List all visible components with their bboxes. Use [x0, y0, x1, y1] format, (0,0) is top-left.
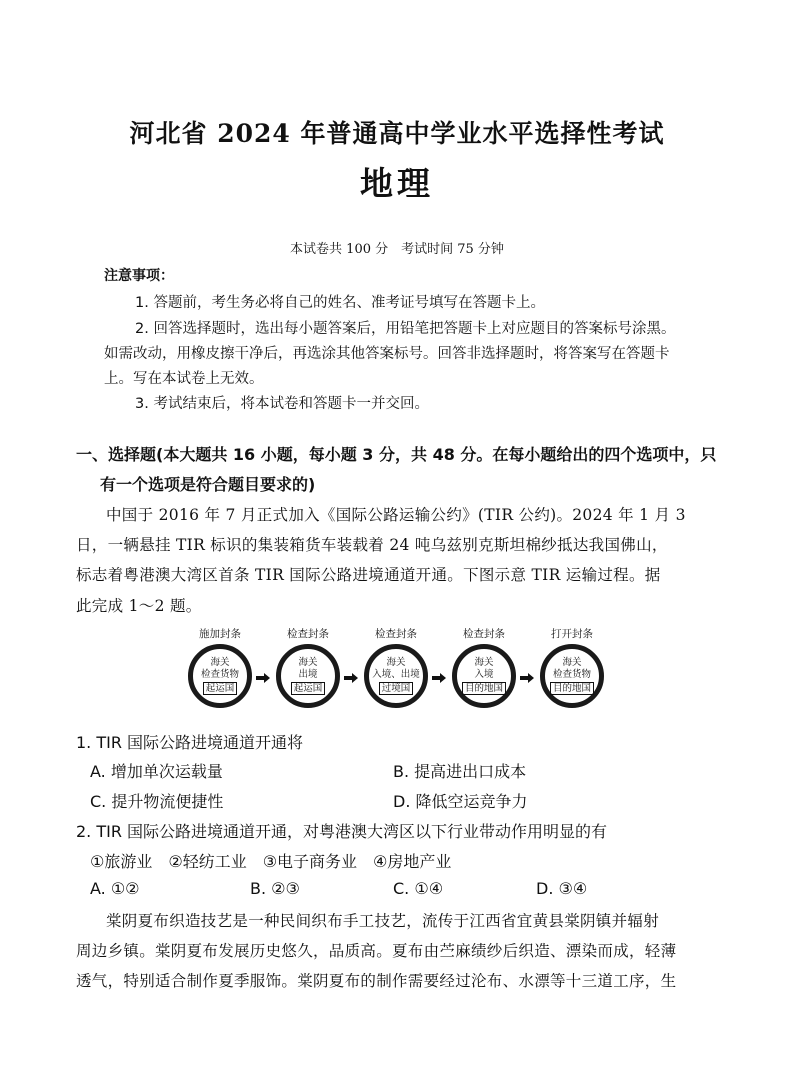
country-box: 起运国 — [203, 682, 238, 695]
passage-line: 中国于 2016 年 7 月正式加入《国际公路运输公约》(TIR 公约)。2024 年 1 月 3 — [106, 506, 686, 524]
customs-circle — [364, 644, 428, 708]
notice-heading: 注意事项： — [104, 268, 174, 284]
passage-line: 透气，特别适合制作夏季服饰。棠阴夏布的制作需要经过沦布、水漂等十三道工序，生 — [76, 972, 677, 990]
section-heading: 一、选择题(本大题共 16 小题，每小题 3 分，共 48 分。在每小题给出的四个选项中，只 — [76, 445, 717, 464]
circle-text: 海关 — [474, 657, 494, 668]
circle-text: 海关 — [210, 657, 230, 668]
circle-text: 海关 — [298, 657, 318, 668]
seal-label: 施加封条 — [199, 628, 241, 640]
passage-line: 周边乡镇。棠阴夏布发展历史悠久，品质高。夏布由苎麻绩纱后织造、漂染而成，轻薄 — [76, 942, 677, 960]
circle-text: 出境 — [298, 669, 318, 680]
notice-line: 1. 答题前，考生务必将自己的姓名、准考证号填写在答题卡上。 — [135, 295, 545, 311]
circle-text: 入境 — [474, 669, 494, 680]
passage-line: 标志着粤港澳大湾区首条 TIR 国际公路进境通道开通。下图示意 TIR 运输过程。据 — [76, 566, 661, 584]
flow-stage — [532, 626, 612, 708]
circle-text: 检查货物 — [552, 669, 591, 680]
flow-stage — [180, 626, 260, 708]
option-d: D. ③④ — [536, 879, 588, 898]
seal-label: 检查封条 — [287, 628, 329, 640]
country-box: 目的地国 — [462, 682, 506, 695]
option-a: A. ①② — [90, 879, 140, 898]
passage-line: 此完成 1～2 题。 — [76, 597, 202, 615]
seal-label: 检查封条 — [463, 628, 505, 640]
customs-circle — [452, 644, 516, 708]
seal-label: 检查封条 — [375, 628, 417, 640]
customs-circle — [276, 644, 340, 708]
country-box: 目的地国 — [550, 682, 594, 695]
flow-stage — [268, 626, 348, 708]
notice-line: 3. 考试结束后，将本试卷和答题卡一并交回。 — [135, 396, 429, 412]
passage-line: 日，一辆悬挂 TIR 标识的集装箱货车装载着 24 吨乌兹别克斯坦棉纱抵达我国佛山， — [76, 536, 668, 554]
question-1-stem: 1. TIR 国际公路进境通道开通将 — [76, 733, 304, 752]
page-title: 河北省 2024 年普通高中学业水平选择性考试 — [129, 119, 665, 148]
country-box: 起运国 — [291, 682, 326, 695]
customs-circle — [540, 644, 604, 708]
section-heading: 有一个选项是符合题目要求的) — [100, 475, 316, 494]
option-b: B. 提高进出口成本 — [393, 762, 527, 781]
option-d: D. 降低空运竞争力 — [393, 792, 528, 811]
notice-line: 2. 回答选择题时，选出每小题答案后，用铅笔把答题卡上对应题目的答案标号涂黑。 — [135, 321, 676, 337]
option-c: C. ①④ — [393, 879, 444, 898]
notice-line: 如需改动，用橡皮擦干净后，再选涂其他答案标号。回答非选择题时，将答案写在答题卡 — [104, 346, 670, 362]
exam-info: 本试卷共 100 分 考试时间 75 分钟 — [290, 242, 504, 257]
country-box: 过境国 — [379, 682, 414, 695]
circle-text: 海关 — [562, 657, 582, 668]
customs-circle — [188, 644, 252, 708]
question-2-items: ①旅游业 ②轻纺工业 ③电子商务业 ④房地产业 — [90, 852, 452, 871]
circle-text: 入境、出境 — [372, 669, 420, 680]
circle-text: 海关 — [386, 657, 406, 668]
option-c: C. 提升物流便捷性 — [90, 792, 224, 811]
flow-stage — [444, 626, 524, 708]
seal-label: 打开封条 — [551, 628, 593, 640]
option-a: A. 增加单次运载量 — [90, 762, 223, 781]
question-2-stem: 2. TIR 国际公路进境通道开通，对粤港澳大湾区以下行业带动作用明显的有 — [76, 822, 608, 841]
option-b: B. ②③ — [250, 879, 300, 898]
flow-stage — [356, 626, 436, 708]
subject-title: 地理 — [360, 164, 434, 203]
tir-flow-diagram — [180, 626, 610, 716]
notice-line: 上。写在本试卷上无效。 — [104, 371, 264, 387]
circle-text: 检查货物 — [200, 669, 239, 680]
passage-line: 棠阴夏布织造技艺是一种民间织布手工技艺，流传于江西省宜黄县棠阴镇并辐射 — [106, 912, 660, 930]
